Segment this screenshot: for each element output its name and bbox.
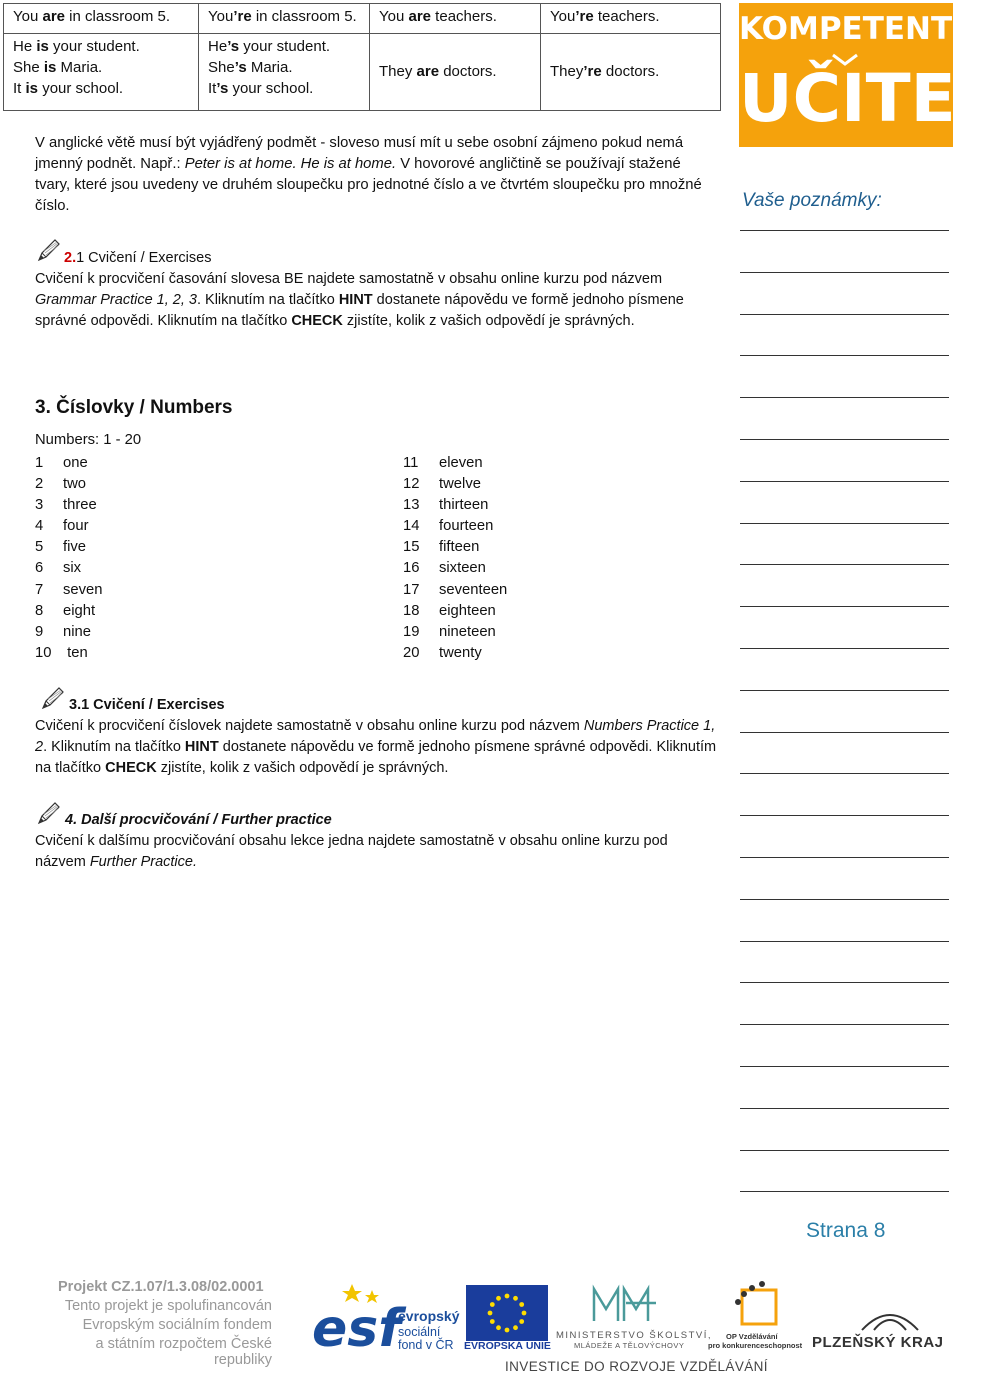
list-item: 16 sixteen (403, 560, 486, 577)
msmt-label: MINISTERSTVO ŠKOLSTVÍ, (556, 1330, 712, 1341)
notes-line (740, 773, 949, 774)
conjugation-table (3, 3, 721, 111)
eu-star (490, 1302, 495, 1307)
eu-stars-icon (466, 1285, 548, 1341)
list-item: 20 twenty (403, 644, 482, 661)
notes-line (740, 523, 949, 524)
footer-cofinance-line1: Tento projekt je spolufinancován (64, 1298, 272, 1314)
table-cell: He is your student. She is Maria. It is your school. (4, 33, 199, 110)
notes-line (740, 815, 949, 816)
eu-star (490, 1319, 495, 1324)
list-item: 19 nineteen (403, 623, 496, 640)
exercise-3-1-heading: 3.1 Cvičení / Exercises (69, 697, 225, 713)
notes-line (740, 314, 949, 315)
plzensky-kraj-logo (860, 1300, 920, 1334)
exercise-4-heading: 4. Další procvičování / Further practice (65, 812, 332, 828)
pencil-icon (36, 237, 62, 263)
eu-star (519, 1319, 524, 1324)
notes-line (740, 1191, 949, 1192)
eu-star (496, 1296, 501, 1301)
notes-line (740, 397, 949, 398)
eu-star (496, 1325, 501, 1330)
plzensky-kraj-label: PLZEŇSKÝ KRAJ (812, 1334, 944, 1351)
eu-label: EVROPSKÁ UNIE (464, 1340, 551, 1352)
notes-line (740, 1150, 949, 1151)
eu-star (513, 1296, 518, 1301)
list-item: 2 two (35, 476, 87, 493)
notes-line (740, 1108, 949, 1109)
list-item: 14 fourteen (403, 518, 494, 535)
list-item: 9 nine (35, 623, 91, 640)
list-item: 8 eight (35, 602, 96, 619)
list-item: 11 eleven (403, 455, 483, 471)
svg-text:esf: esf (312, 1299, 401, 1359)
footer-cofinance-line2: Evropským sociálním fondem (82, 1317, 272, 1333)
msmt-label-2: MLÁDEŽE A TĚLOVÝCHOVY (574, 1341, 685, 1350)
list-item: 1 one (35, 455, 88, 471)
notes-line (740, 941, 949, 942)
table-cell: You’re teachers. (541, 4, 721, 34)
esf-word-3: fond v ČR (398, 1338, 454, 1352)
notes-line (740, 1024, 949, 1025)
notes-line (740, 732, 949, 733)
list-item: 10 ten (35, 644, 88, 661)
op-label: OP Vzdělávání pro konkurenceschopnost (708, 1332, 803, 1350)
list-item: 5 five (35, 539, 87, 556)
list-item: 13 thirteen (403, 497, 489, 514)
notes-line (740, 272, 949, 273)
notes-line (740, 355, 949, 356)
numbers-list-left (35, 453, 103, 664)
eu-star (488, 1311, 493, 1316)
list-item: 18 eighteen (403, 602, 496, 619)
list-item: 3 three (35, 497, 97, 514)
footer-project: Projekt CZ.1.07/1.3.08/02.0001 (58, 1279, 264, 1295)
intro-paragraph: V anglické větě musí být vyjádřený podmět - sloveso musí mít u sebe osobní zájmeno pokud nemá jmenný podnět. Např.: Peter is at home. He is at home. V hovorové angličtině se používají stažené tvary, které jsou uvedeny ve druhém sloupečku pro jednotné číslo a ve čtvrtém sloupečku pro množné číslo. (35, 135, 702, 214)
notes-line (740, 1066, 949, 1067)
eu-star (505, 1328, 510, 1333)
table-cell: They’re doctors. (541, 33, 721, 110)
notes-line (740, 648, 949, 649)
eu-star (505, 1294, 510, 1299)
table-cell: They are doctors. (370, 33, 541, 110)
exercise-2-1-heading: 2.1 Cvičení / Exercises (64, 250, 212, 266)
notes-line (740, 857, 949, 858)
esf-word-2: sociální (398, 1325, 441, 1339)
table-cell: You’re in classroom 5. (199, 4, 370, 34)
page-number: Strana 8 (806, 1219, 886, 1242)
table-cell: You are in classroom 5. (4, 4, 199, 34)
exercise-2-1-text: Cvičení k procvičení časování slovesa BE najdete samostatně v obsahu online kurzu pod názvem Grammar Practice 1, 2, 3. Kliknutím na tlačítko HINT dostanete nápovědu ve formě jednoho písmene správné odpovědi. Kliknutím na tlačítko CHECK zjistíte, kolik z vašich odpovědí je správných. (35, 271, 684, 329)
pencil-icon (36, 800, 62, 826)
esf-logo (312, 1280, 401, 1359)
footer-cofinance-line3: a státním rozpočtem České republiky (95, 1336, 272, 1368)
table-cell: You are teachers. (370, 4, 541, 34)
notes-line (740, 230, 949, 231)
notes-line (740, 899, 949, 900)
eu-star (513, 1325, 518, 1330)
op-vk-logo (728, 1280, 784, 1330)
notes-line (740, 439, 949, 440)
list-item: 4 four (35, 518, 89, 535)
pencil-icon (40, 685, 66, 711)
numbers-list-right (403, 453, 507, 664)
list-item: 15 fifteen (403, 539, 480, 556)
notes-line (740, 690, 949, 691)
list-item: 6 six (35, 560, 82, 577)
eu-star (519, 1302, 524, 1307)
numbers-label: Numbers: 1 - 20 (35, 432, 142, 448)
exercise-3-1-text: Cvičení k procvičení číslovek najdete samostatně v obsahu online kurzu pod názvem Numbers Practice 1, 2. Kliknutím na tlačítko HINT dostanete nápovědu ve formě jednoho písmene správné odpovědi. Kliknutím na tlačítko CHECK zjistíte, kolik z vašich odpovědí je správných. (35, 718, 717, 776)
msmt-logo (590, 1281, 660, 1329)
investice-label: INVESTICE DO ROZVOJE VZDĚLÁVÁNÍ (505, 1359, 768, 1374)
kompetentni-ucitel-logo: KOMPETENTNÍ UČITEL (739, 3, 953, 147)
esf-word-1: evropský (398, 1308, 460, 1324)
notes-line (740, 982, 949, 983)
list-item: 17 seventeen (403, 581, 508, 598)
exercise-4-text: Cvičení k dalšímu procvičování obsahu lekce jedna najdete samostatně v obsahu online kurzu pod názvem Further Practice. (35, 833, 668, 870)
section-3-title: 3. Číslovky / Numbers (35, 397, 233, 418)
list-item: 12 twelve (403, 476, 481, 493)
eu-star (522, 1311, 527, 1316)
notes-line (740, 564, 949, 565)
list-item: 7 seven (35, 581, 103, 598)
notes-title: Vaše poznámky: (742, 190, 882, 211)
notes-line (740, 606, 949, 607)
notes-line (740, 481, 949, 482)
eu-flag (466, 1285, 548, 1341)
table-cell: He’s your student. She’s Maria. It’s your school. (199, 33, 370, 110)
